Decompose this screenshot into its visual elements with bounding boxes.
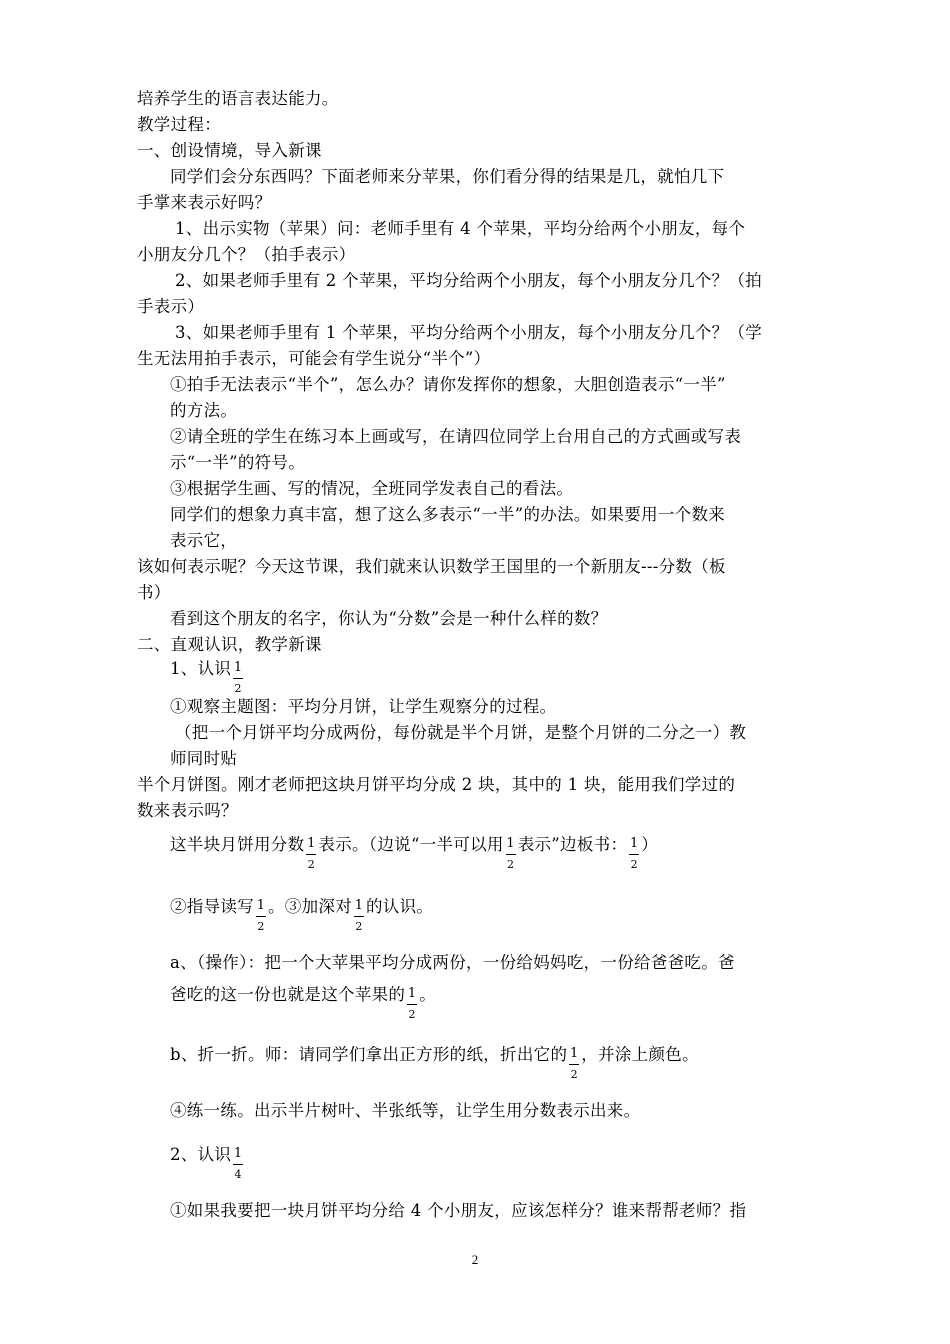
denominator: 2 [234,682,242,695]
text-line: 同学们的想象力真丰富，想了这么多表示“一半”的办法。如果要用一个数来 [170,505,726,524]
text-run: b、折一折。师：请同学们拿出正方形的纸，折出它的 [170,1045,568,1064]
text-line: 1、出示实物（苹果）问：老师手里有 4 个苹果，平均分给两个小朋友，每个 [175,219,746,238]
text-line: 手掌来表示好吗？ [137,193,272,212]
text-line: 手表示） [137,297,205,316]
text-line: 表示它， [170,531,238,550]
text-line: 示“一半”的符号。 [170,453,306,472]
denominator: 2 [630,858,638,871]
numerator: 1 [407,984,417,1005]
text-line [170,1044,699,1081]
numerator: 1 [506,834,516,855]
text-line: （把一个月饼平均分成两份，每份就是半个月饼，是整个月饼的二分之一）教 [175,723,747,742]
text-line: ③根据学生画、写的情况，全班同学发表自己的看法。 [170,479,574,498]
denominator: 2 [570,1068,578,1081]
numerator: 1 [306,834,316,855]
text-line: 师同时贴 [170,749,238,768]
text-run: ，并涂上颜色。 [581,1045,699,1064]
text-run: 2、认识 [170,1145,232,1164]
text-run: 表示。（边说“一半可以用 [318,835,504,854]
numerator: 1 [233,658,243,679]
section-heading: 二、直观认识，教学新课 [137,635,322,654]
fraction-quarter [231,1144,245,1181]
text-line: a、（操作）：把一个大苹果平均分成两份，一份给妈妈吃，一份给爸爸吃。爸 [170,953,735,972]
denominator: 4 [234,1168,242,1181]
text-line: 同学们会分东西吗？下面老师来分苹果，你们看分得的结果是几，就怕几下 [170,167,725,186]
text-line: ①如果我要把一块月饼平均分给 4 个小朋友，应该怎样分？谁来帮帮老师？指 [170,1201,747,1220]
text-line: 2、如果老师手里有 2 个苹果，平均分给两个小朋友，每个小朋友分几个？（拍 [175,271,763,290]
denominator: 2 [408,1008,416,1021]
text-line: 3、如果老师手里有 1 个苹果，平均分给两个小朋友，每个小朋友分几个？（学 [175,323,763,342]
fraction-half [231,658,245,695]
page-number: 2 [471,1252,479,1267]
text-run: 爸吃的这一份也就是这个苹果的 [170,985,406,1004]
text-run: 1、认识 [170,659,232,678]
text-line: ①观察主题图：平均分月饼，让学生观察分的过程。 [170,697,557,716]
text-line: 小朋友分几个？（拍手表示） [137,245,356,264]
text-run: 。③加深对 [268,897,352,916]
text-line: 书） [137,583,171,602]
text-run: 的认识。 [366,897,434,916]
text-line: 教学过程： [137,115,221,134]
text-run: 这半块月饼用分数 [170,835,305,854]
text-line [170,984,437,1021]
numerator: 1 [354,896,364,917]
text-line: ④练一练。出示半片树叶、半张纸等，让学生用分数表示出来。 [170,1101,641,1120]
text-line: ②请全班的学生在练习本上画或写，在请四位同学上台用自己的方式画或写表 [170,427,742,446]
section-heading: 一、创设情境，导入新课 [137,141,322,160]
denominator: 2 [257,920,265,933]
text-line: 培养学生的语言表达能力。 [137,89,339,108]
numerator: 1 [233,1144,243,1165]
text-line: 半个月饼图。刚才老师把这块月饼平均分成 2 块，其中的 1 块，能用我们学过的 [137,775,736,794]
text-line [170,896,434,933]
numerator: 1 [569,1044,579,1065]
text-line: 该如何表示呢？今天这节课，我们就来认识数学王国里的一个新朋友---分数（板 [137,557,726,576]
denominator: 2 [507,858,515,871]
denominator: 2 [355,920,363,933]
text-line: 的方法。 [170,401,238,420]
fraction-half [405,984,419,1021]
text-run: 表示”边板书： [517,835,628,854]
fraction-half [254,896,268,933]
text-line: 生无法用拍手表示，可能会有学生说分“半个”） [137,349,491,368]
text-line [170,1144,245,1181]
text-run: 。 [419,985,437,1004]
fraction-half [504,834,518,871]
numerator: 1 [629,834,639,855]
text-run: ②指导读写 [170,897,254,916]
text-line [170,834,659,871]
text-line: 看到这个朋友的名字，你认为“分数”会是一种什么样的数？ [170,609,608,628]
numerator: 1 [256,896,266,917]
denominator: 2 [307,858,316,871]
text-line: 数来表示吗？ [137,801,238,820]
text-line [170,658,245,695]
fraction-half [304,834,318,871]
fraction-half [627,834,641,871]
fraction-half [567,1044,581,1081]
fraction-half [352,896,366,933]
text-run: ） [641,835,659,854]
text-line: ①拍手无法表示“半个”，怎么办？请你发挥你的想象，大胆创造表示“一半” [170,375,726,394]
